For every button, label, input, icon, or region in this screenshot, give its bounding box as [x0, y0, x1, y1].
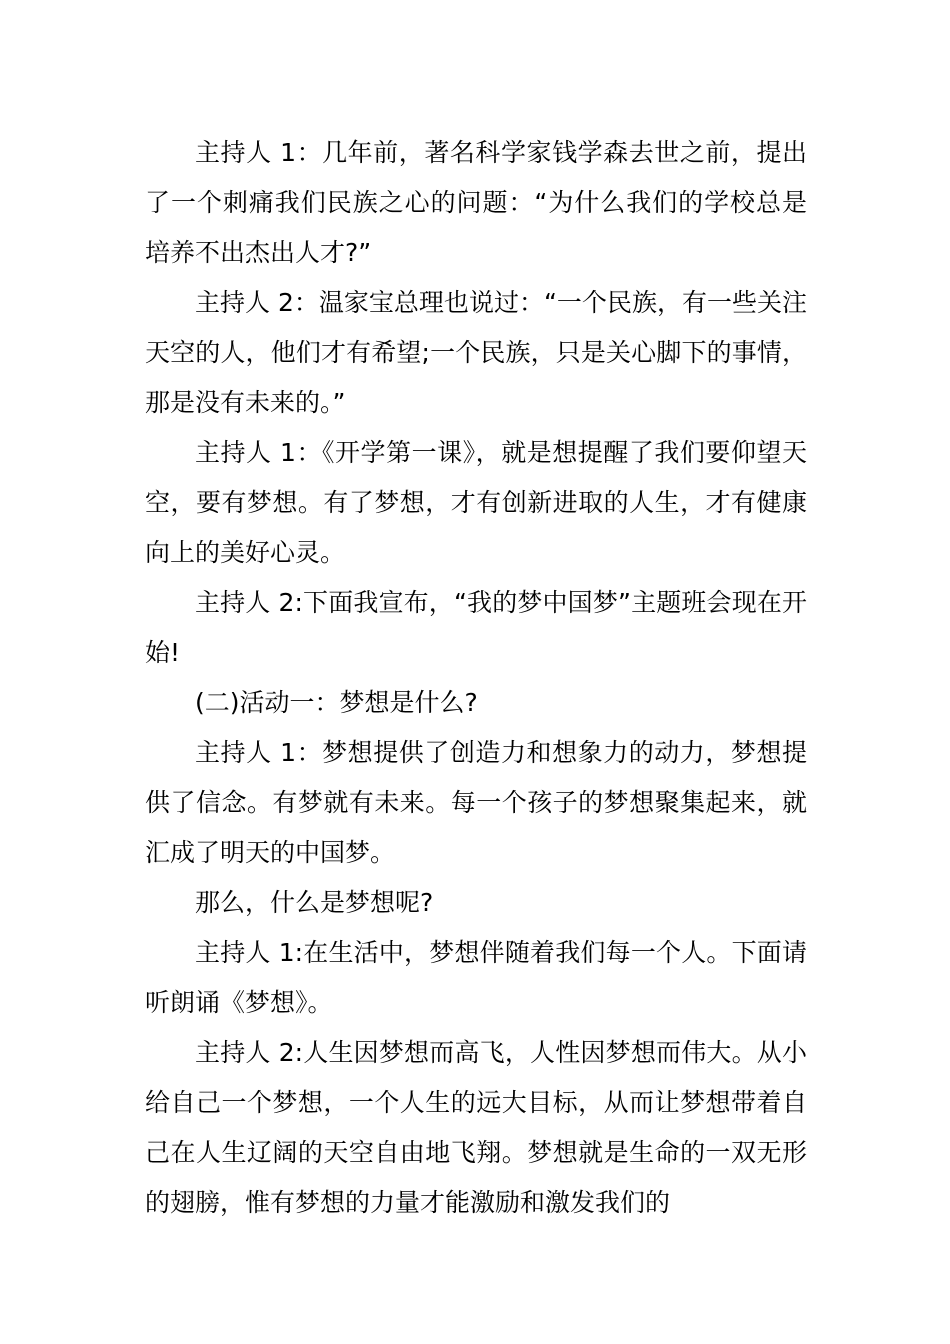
paragraph-host1-first-lesson: 主持人 1：《开学第一课》，就是想提醒了我们要仰望天空，要有梦想。有了梦想，才有创新进取的人生，才有健康向上的美好心灵。 [145, 438, 807, 567]
section-heading-activity-one: (二)活动一：梦想是什么? [195, 688, 478, 717]
paragraph-host1-dream-power: 主持人 1：梦想提供了创造力和想象力的动力，梦想提供了信念。有梦就有未来。每一个孩子的梦想聚集起来，就汇成了明天的中国梦。 [145, 738, 807, 867]
document-body [145, 128, 807, 1228]
paragraph-host2-wenjiabao: 主持人 2：温家宝总理也说过：“一个民族，有一些关注天空的人，他们才有希望;一个民族，只是关心脚下的事情，那是没有未来的。” [145, 288, 807, 417]
paragraph-host1-recitation: 主持人 1:在生活中，梦想伴随着我们每一个人。下面请听朗诵《梦想》。 [145, 938, 807, 1017]
paragraph-question: 那么，什么是梦想呢? [195, 888, 434, 917]
paragraph-host2-dream-wings: 主持人 2:人生因梦想而高飞，人性因梦想而伟大。从小给自己一个梦想，一个人生的远大目标，从而让梦想带着自己在人生辽阔的天空自由地飞翔。梦想就是生命的一双无形的翅膀，惟有梦想的力量才能激励和激发我们的 [145, 1038, 807, 1217]
paragraph-host2-announcement: 主持人 2:下面我宣布，“我的梦中国梦”主题班会现在开始! [145, 588, 807, 667]
paragraph-host1-qianxuesen: 主持人 1：几年前，著名科学家钱学森去世之前，提出了一个刺痛我们民族之心的问题：“为什么我们的学校总是培养不出杰出人才?” [145, 138, 807, 267]
